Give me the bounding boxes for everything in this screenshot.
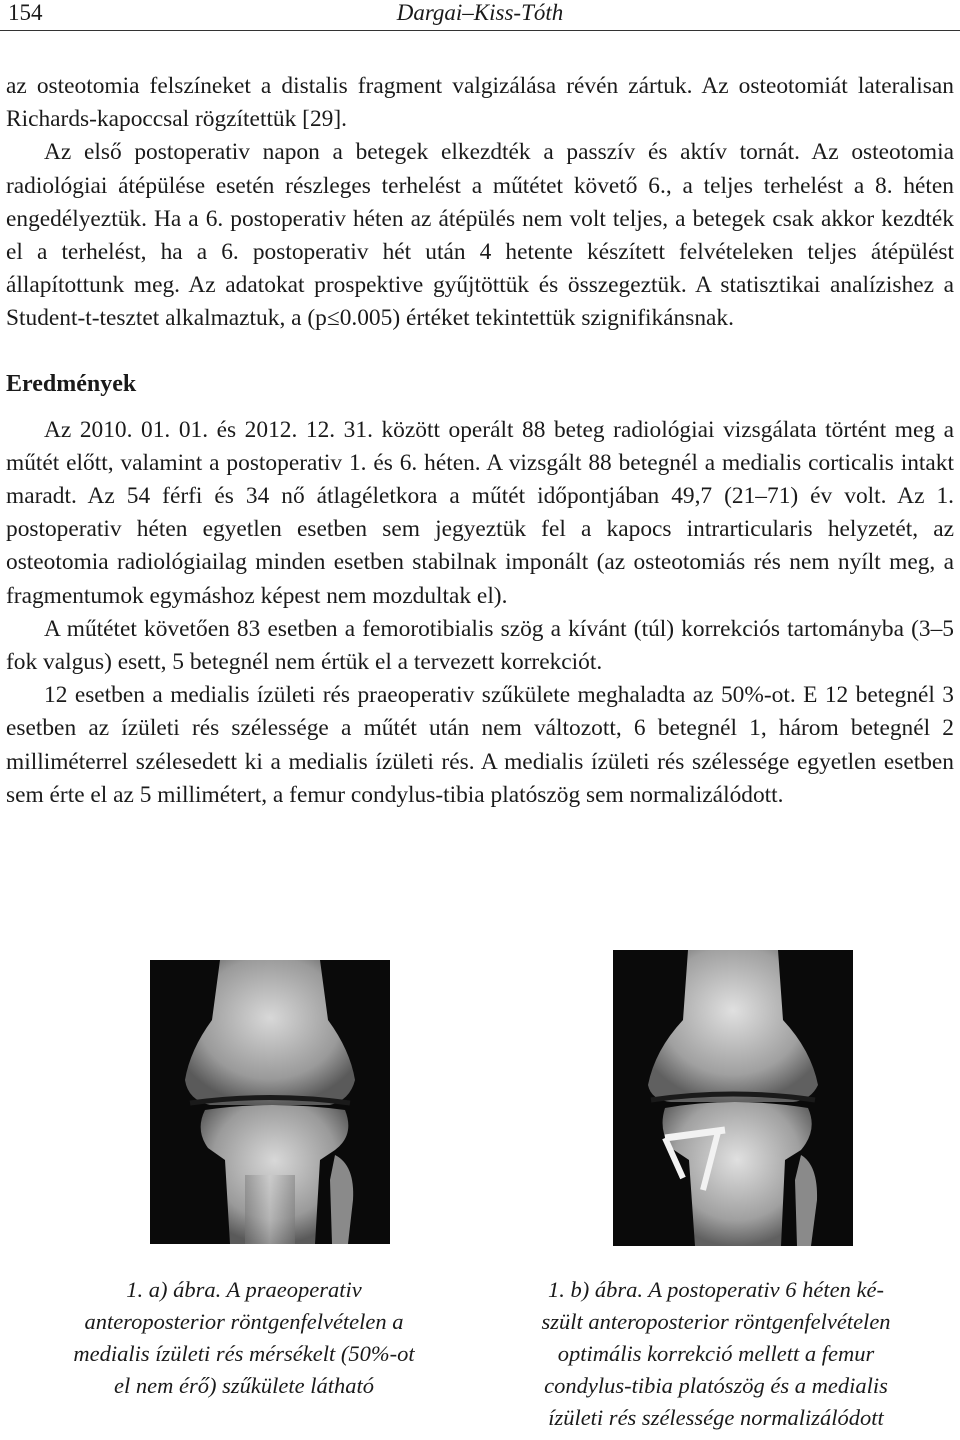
- caption-line: szült anteroposterior röntgenfelvételen: [541, 1309, 891, 1334]
- paragraph-results-3: 12 esetben a medialis ízületi rés praeoperativ szűkülete meghaladta az 50%-ot. E 12 betegnél 3 esetben az ízületi rés szélessége a műtét után nem változott, 6 betegnél 1, három betegnél 2 milliméterrel szélesedett ki a medialis ízületi rés. A medialis ízületi rés szélessége egyetlen esetben sem érte el az 5 millimétert, a femur condylus-tibia platószög sem normalizálódott.: [6, 682, 954, 808]
- figure-1b-caption: [476, 1274, 956, 1434]
- page-number: 154: [8, 0, 43, 25]
- caption-line: condylus-tibia platószög és a medialis: [544, 1373, 888, 1398]
- section-heading-results: Eredmények: [6, 370, 137, 397]
- caption-line: anteroposterior röntgenfelvételen a: [84, 1309, 404, 1334]
- caption-line: 1. a) ábra. A praeoperativ: [126, 1277, 362, 1302]
- paragraph-results-1: Az 2010. 01. 01. és 2012. 12. 31. között operált 88 beteg radiológiai vizsgálata történt meg a műtét előtt, valamint a postoperativ 1. és 6. héten. A vizsgált 88 betegnél a medialis corticalis intakt maradt. Az 54 férfi és 34 nő átlagéletkora a műtét időpontjában 49,7 (21–71) év volt. Az 1. postoperativ héten egyetlen esetben sem jegyeztük fel a kapocs intrarticularis helyzetét, az osteotomia radiológiailag minden esetben stabilnak imponált (az osteotomiás rés nem nyílt meg, a fragmentumok egymáshoz képest nem mozdultak el).: [6, 416, 954, 609]
- article-body: [6, 70, 954, 812]
- paragraph-postop-protocol: Az első postoperativ napon a betegek elkezdték a passzív és aktív tornát. Az osteotomia radiológiai átépülése esetén részleges terhelést a műtétet követő 6., a teljes terhelést a 8. héten engedélyeztük. Ha a 6. postoperativ héten az átépülés nem volt teljes, a betegek csak akkor kezdték el a terhelést, ha a 6. postoperativ hét után 4 hetente készített felvételeken teljes átépülést állapítottunk meg. Az adatokat prospektive gyűjtöttük és összegeztük. A statisztikai analízishez a Student-t-tesztet alkalmaztuk, a (p≤0.005) értéket tekintettük szignifikánsnak.: [6, 139, 954, 332]
- caption-line: medialis ízületi rés mérsékelt (50%-ot: [73, 1341, 415, 1366]
- paragraph-methods-end: az osteotomia felszíneket a distalis fragment valgizálása révén zártuk. Az osteotomiát lateralisan Richards-kapoccsal rögzítettük [29].: [6, 73, 954, 133]
- paragraph-results-2: A műtétet követően 83 esetben a femorotibialis szög a kívánt (túl) korrekciós tartományba (3–5 fok valgus) esett, 5 betegnél nem értük el a tervezett korrekciót.: [6, 615, 954, 676]
- caption-line: ízületi rés szélessége normalizálódott: [548, 1405, 884, 1430]
- caption-line: 1. b) ábra. A postoperativ 6 héten ké-: [548, 1277, 884, 1302]
- figure-1a-caption: [8, 1274, 480, 1402]
- figure-1b-xray-image: [613, 950, 853, 1246]
- figure-1a-xray-image: [150, 960, 390, 1244]
- caption-line: optimális korrekció mellett a femur: [557, 1341, 875, 1366]
- running-head: Dargai–Kiss-Tóth: [396, 0, 564, 25]
- page-header: [0, 0, 960, 31]
- caption-line: el nem érő) szűkülete látható: [114, 1373, 374, 1398]
